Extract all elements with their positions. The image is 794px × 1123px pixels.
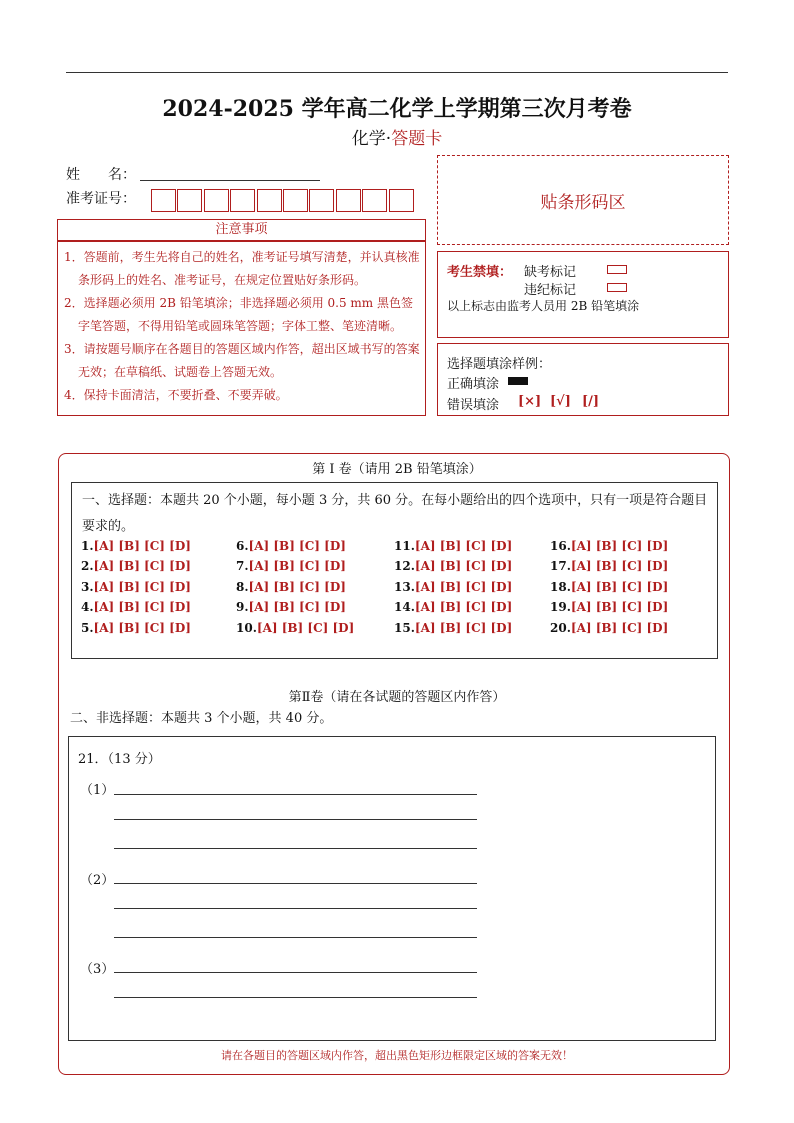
sample-correct-label: 正确填涂 (447, 377, 500, 392)
answer-line[interactable] (114, 883, 477, 884)
sample-wrong-mark: [/] (582, 394, 600, 409)
answer-line[interactable] (114, 819, 477, 820)
mc-question[interactable] (394, 580, 512, 594)
mc-question[interactable] (550, 600, 668, 614)
mc-options[interactable]: [A] [B] [C] [D] (570, 539, 669, 553)
answer-line[interactable] (114, 937, 477, 938)
mc-question-number: 12. (394, 559, 415, 573)
note-item: 2．选择题必须用 2B 铅笔填涂；非选择题必须用 0.5 mm 黑色签字笔答题，不得用铅笔或圆珠笔答题；字体工整、笔迹清晰。 (64, 296, 414, 333)
mc-question[interactable] (81, 580, 191, 594)
mc-question[interactable] (394, 539, 512, 553)
footer-warning: 请在各题目的答题区域内作答，超出黑色矩形边框限定区域的答案无效！ (221, 1049, 573, 1062)
mc-options[interactable]: [A] [B] [C] [D] (414, 539, 513, 553)
mc-question[interactable] (236, 600, 346, 614)
mc-question[interactable] (236, 559, 346, 573)
exam-id-digit-box[interactable] (389, 189, 414, 212)
mc-question[interactable] (81, 600, 191, 614)
mc-question-number: 10. (236, 621, 257, 635)
violation-label: 违纪标记 (524, 283, 577, 298)
mc-question-number: 15. (394, 621, 415, 635)
mc-question-number: 9. (236, 600, 249, 614)
exam-id-digit-box[interactable] (151, 189, 176, 212)
mc-question[interactable] (394, 600, 512, 614)
id-label: 准考证号： (66, 191, 136, 207)
barcode-area: 贴条形码区 (437, 155, 729, 245)
mc-options[interactable]: [A] [B] [C] [D] (256, 621, 355, 635)
mc-options[interactable]: [A] [B] [C] [D] (414, 559, 513, 573)
mc-question-number: 3. (81, 580, 94, 594)
mc-question[interactable] (550, 580, 668, 594)
exam-id-digit-box[interactable] (177, 189, 202, 212)
answer-line[interactable] (114, 848, 477, 849)
absent-label: 缺考标记 (524, 265, 577, 280)
mc-question[interactable] (236, 580, 346, 594)
mc-options[interactable]: [A] [B] [C] [D] (248, 539, 346, 553)
mc-options[interactable]: [A] [B] [C] [D] (570, 559, 669, 573)
mc-question[interactable] (394, 559, 512, 573)
mc-options[interactable]: [A] [B] [C] [D] (248, 580, 346, 594)
mc-options[interactable]: [A] [B] [C] [D] (570, 600, 669, 614)
exam-id-digit-box[interactable] (283, 189, 308, 212)
mc-options[interactable]: [A] [B] [C] [D] (414, 600, 513, 614)
mc-question[interactable] (81, 621, 191, 635)
sample-wrong-mark: [√] (550, 394, 571, 409)
q21-sub-2: （2） (80, 873, 115, 888)
subtitle-prefix: 化学· (351, 129, 392, 149)
mc-options[interactable]: [A] [B] [C] [D] (570, 621, 669, 635)
sample-title: 选择题填涂样例： (447, 357, 552, 372)
page-title: 2024-2025 学年高二化学上学期第三次月考卷 (162, 96, 632, 122)
mc-question[interactable] (236, 539, 346, 553)
sample-wrong-mark: [×] (518, 394, 542, 409)
mc-question-number: 5. (81, 621, 94, 635)
note-item: 4．保持卡面清洁，不要折叠、不要弄破。 (64, 388, 288, 402)
violation-mark[interactable] (607, 283, 627, 292)
mc-question-number: 19. (550, 600, 571, 614)
notes-box (57, 241, 426, 416)
mc-question[interactable] (394, 621, 512, 635)
notes-heading: 注意事项 (57, 219, 426, 241)
exam-id-digit-box[interactable] (362, 189, 387, 212)
mc-options[interactable]: [A] [B] [C] [D] (248, 559, 346, 573)
absent-mark[interactable] (607, 265, 627, 274)
mc-question[interactable] (550, 539, 668, 553)
mc-question[interactable] (236, 621, 354, 635)
mc-options[interactable]: [A] [B] [C] [D] (414, 580, 513, 594)
mc-question-number: 13. (394, 580, 415, 594)
mc-question-number: 2. (81, 559, 94, 573)
mc-question-number: 14. (394, 600, 415, 614)
part2-description: 二、非选择题：本题共 3 个小题，共 40 分。 (70, 711, 333, 726)
answer-line[interactable] (114, 908, 477, 909)
name-field[interactable] (140, 180, 320, 181)
sample-box (437, 343, 729, 416)
mc-options[interactable]: [A] [B] [C] [D] (93, 559, 191, 573)
answer-line[interactable] (114, 972, 477, 973)
forbid-box (437, 251, 729, 338)
mc-question[interactable] (81, 539, 191, 553)
q21-sub-3: （3） (80, 962, 115, 977)
mc-question[interactable] (550, 621, 668, 635)
mc-options[interactable]: [A] [B] [C] [D] (414, 621, 513, 635)
mc-question-number: 4. (81, 600, 94, 614)
mc-options[interactable]: [A] [B] [C] [D] (248, 600, 346, 614)
q21-title: 21．（13 分） (78, 752, 161, 767)
mc-question-number: 18. (550, 580, 571, 594)
mc-question-number: 16. (550, 539, 571, 553)
subtitle-suffix: 答题卡 (391, 129, 443, 149)
q21-box (68, 736, 716, 1041)
exam-id-digit-box[interactable] (230, 189, 255, 212)
mc-question-number: 8. (236, 580, 249, 594)
mc-description: 一、选择题：本题共 20 个小题，每小题 3 分，共 60 分。在每小题给出的四个选项中，只有一项是符合题目要求的。 (82, 493, 708, 534)
mc-options[interactable]: [A] [B] [C] [D] (93, 600, 191, 614)
exam-id-digit-box[interactable] (204, 189, 229, 212)
q21-sub-1: （1） (80, 783, 115, 798)
top-rule (66, 72, 728, 73)
part2-title: 第Ⅱ卷（请在各试题的答题区内作答） (288, 690, 506, 705)
mc-options[interactable]: [A] [B] [C] [D] (93, 539, 191, 553)
sample-wrong-label: 错误填涂 (447, 398, 500, 413)
mc-question[interactable] (550, 559, 668, 573)
note-item: 3．请按题号顺序在各题目的答题区域内作答，超出区域书写的答案无效；在草稿纸、试题卷上答题无效。 (64, 342, 420, 379)
mc-question-number: 20. (550, 621, 571, 635)
note-item: 1．答题前，考生先将自己的姓名，准考证号填写清楚，并认真核准条形码上的姓名、准考证号，在规定位置贴好条形码。 (64, 250, 420, 287)
mc-options[interactable]: [A] [B] [C] [D] (93, 621, 191, 635)
sample-filled-mark (508, 377, 528, 385)
exam-id-digit-box[interactable] (309, 189, 334, 212)
exam-id-digit-box[interactable] (257, 189, 282, 212)
mc-question-number: 6. (236, 539, 249, 553)
mc-options[interactable]: [A] [B] [C] [D] (570, 580, 669, 594)
exam-id-digit-box[interactable] (336, 189, 361, 212)
answer-line[interactable] (114, 794, 477, 795)
mc-question-number: 1. (81, 539, 94, 553)
mc-question-number: 17. (550, 559, 571, 573)
forbid-note: 以上标志由监考人员用 2B 铅笔填涂 (447, 299, 640, 313)
mc-question-number: 11. (394, 539, 415, 553)
mc-question[interactable] (81, 559, 191, 573)
name-label: 姓 名： (66, 167, 136, 183)
part1-title: 第 I 卷（请用 2B 铅笔填涂） (312, 462, 482, 477)
answer-line[interactable] (114, 997, 477, 998)
page-subtitle (0, 124, 794, 149)
mc-question-number: 7. (236, 559, 249, 573)
mc-options[interactable]: [A] [B] [C] [D] (93, 580, 191, 594)
forbid-label: 考生禁填： (447, 265, 513, 280)
